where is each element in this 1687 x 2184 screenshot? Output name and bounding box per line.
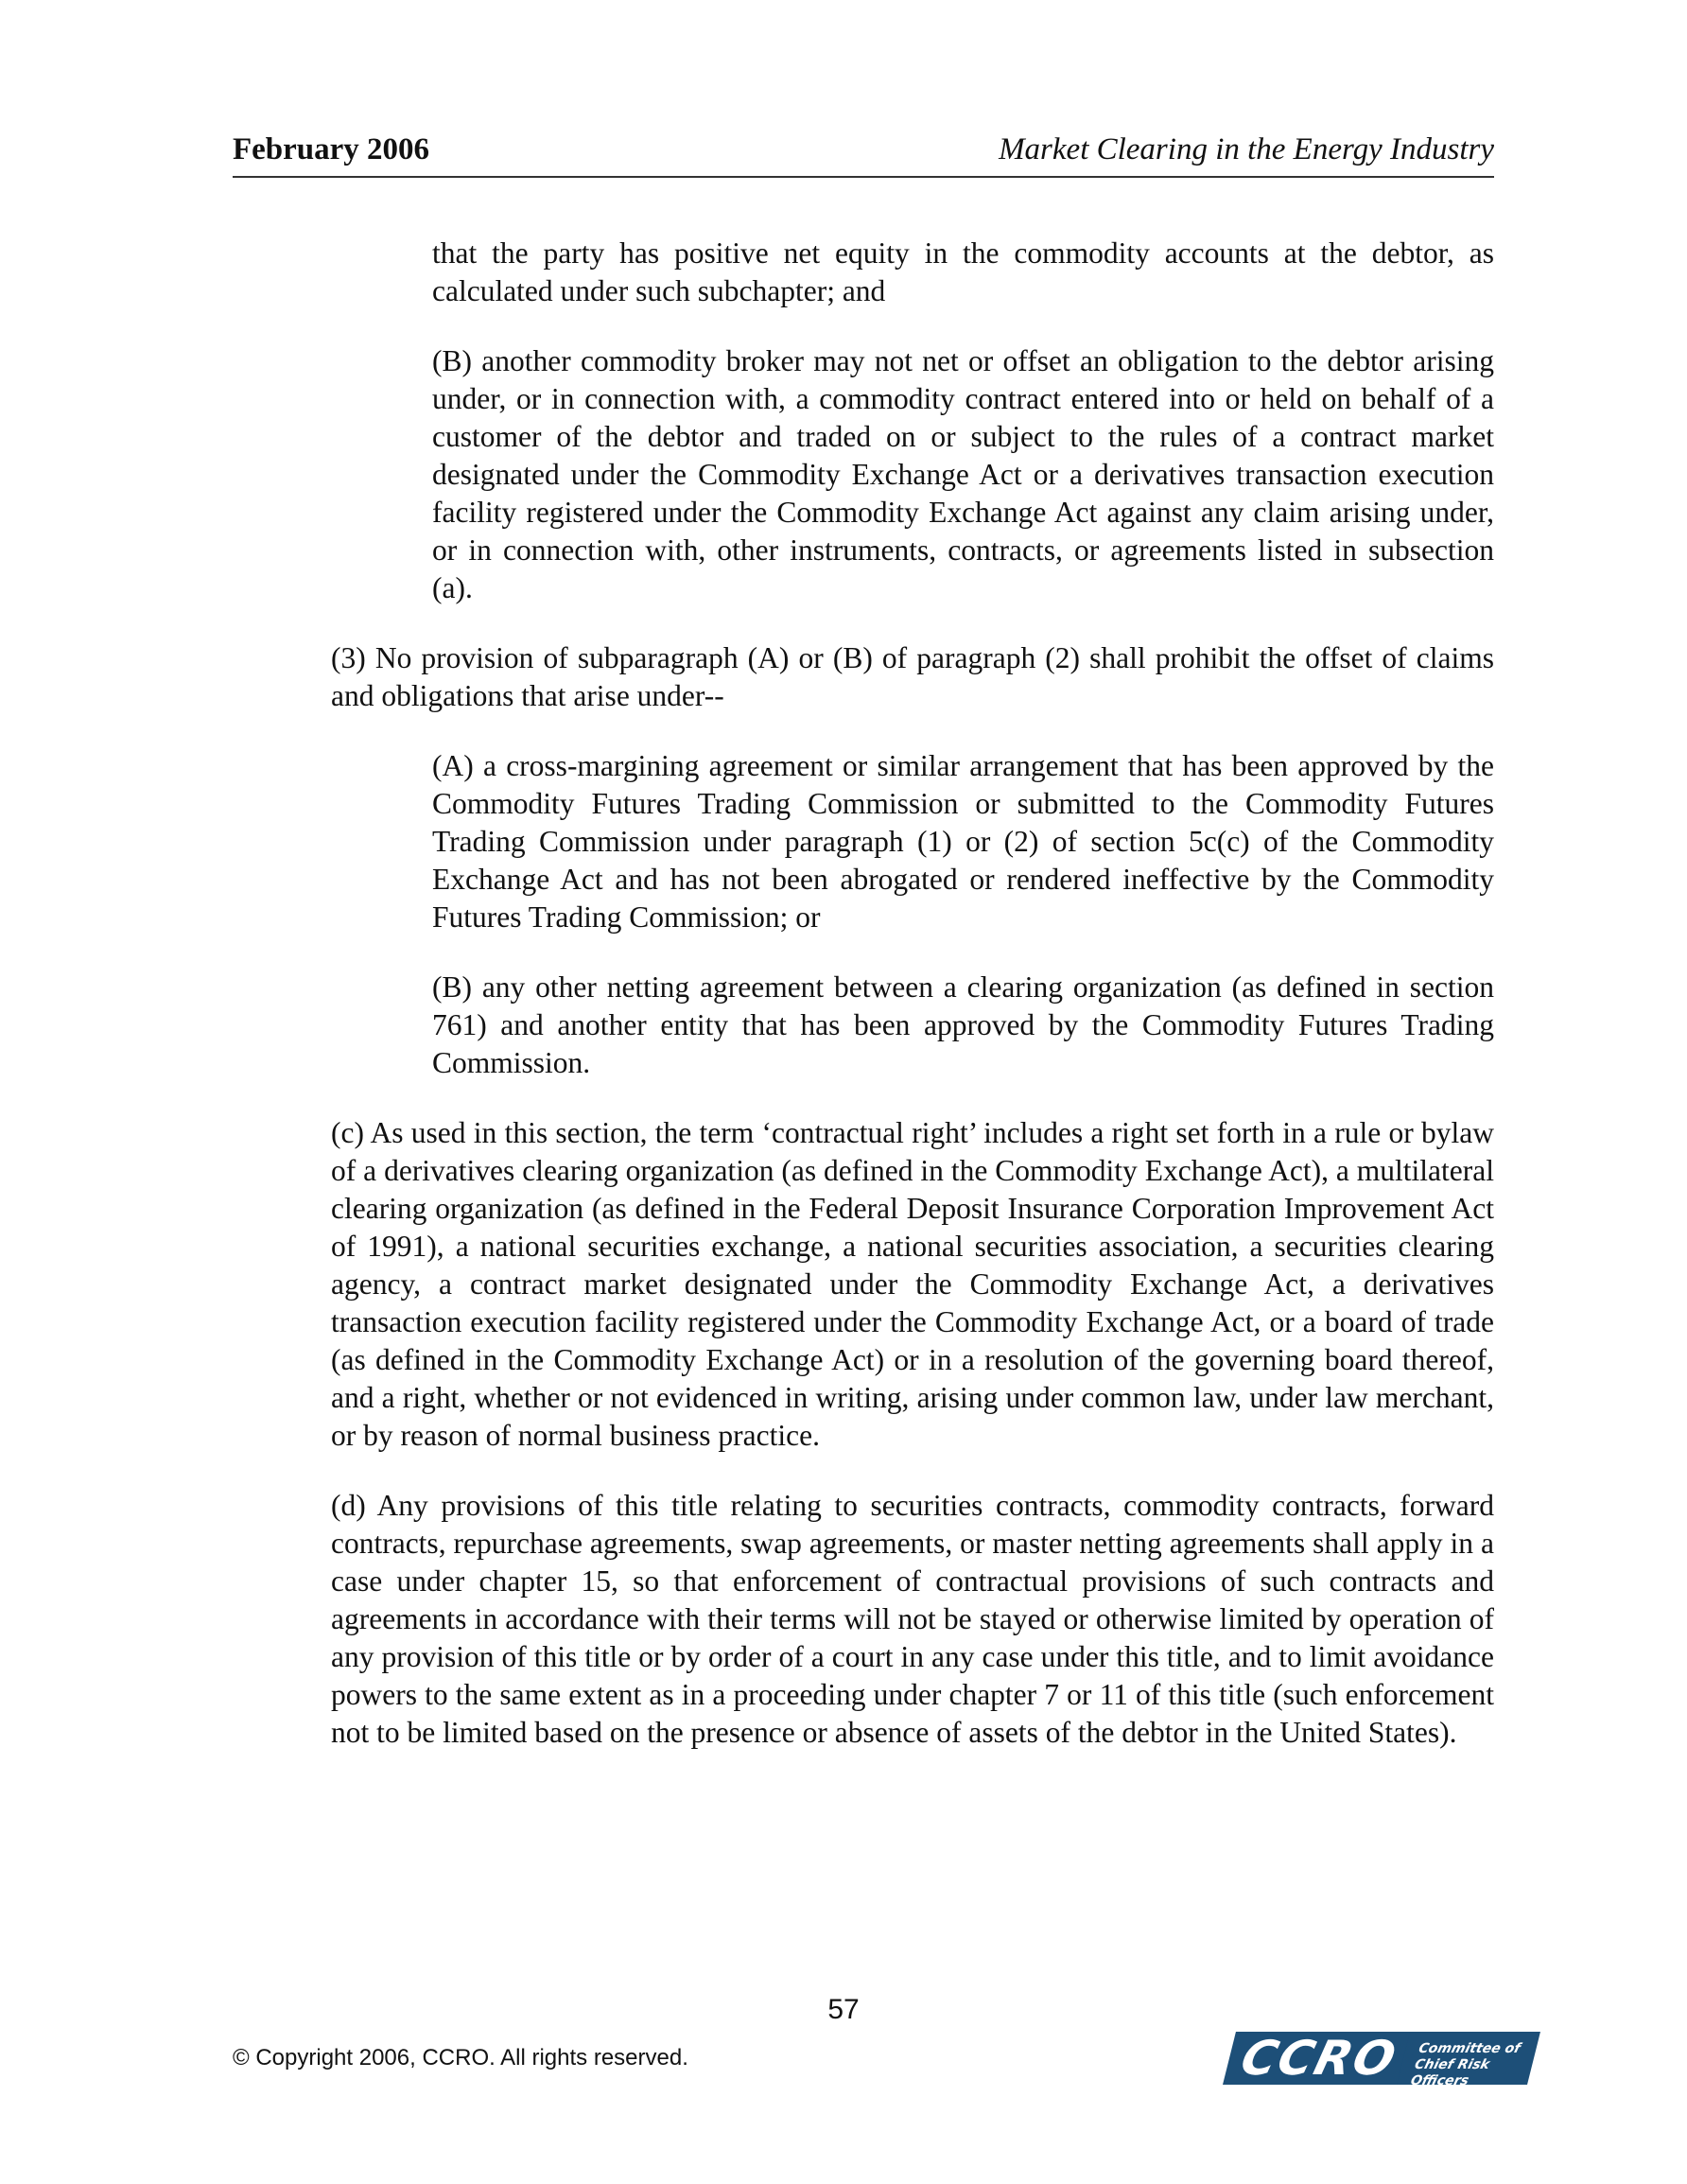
logo-line-1: Committee of [1417,2041,1522,2056]
paragraph-3-a: (A) a cross-margining agreement or similar arrangement that has been approved by the Commodity Futures Trading Commission or submitted to the Commodity Futures Trading Commission under paragraph (1) or (2) of section 5c(c) of the Commodity Exchange Act and has not been abrogated or rendered ineffective by the Commodity Futures Trading Commission; or [432,749,1494,934]
paragraph-3: (3) No provision of subparagraph (A) or (B) of paragraph (2) shall prohibit the offset of claims and obligations that arise under-- [331,641,1494,712]
paragraph-2-b: (B) another commodity broker may not net or offset an obligation to the debtor arising under, or in connection with, a commodity contract entered into or held on behalf of a customer of the debtor and traded on or subject to the rules of a contract market designated under the Commodity Exchange Act or a derivatives transaction execution facility registered under the Commodity Exchange Act against any claim arising under, or in connection with, other instruments, contracts, or agreements listed in subsection (a). [432,344,1494,604]
header-title: Market Clearing in the Energy Industry [999,132,1494,166]
page-header [233,132,1494,178]
logo-mark: CCRO [1223,2032,1416,2085]
logo-line-2: Chief Risk Officers [1409,2057,1491,2088]
header-date: February 2006 [233,132,430,166]
copyright-notice: © Copyright 2006, CCRO. All rights reserved. [233,2045,688,2070]
document-body [331,235,1494,1784]
paragraph-3-b: (B) any other netting agreement between a clearing organization (as defined in section 761) and another entity that has been approved by the Commodity Futures Trading Commission. [432,970,1494,1079]
ccro-logo [1229,2031,1541,2088]
paragraph-c: (c) As used in this section, the term ‘contractual right’ includes a right set forth in a rule or bylaw of a derivatives clearing organization (as defined in the Commodity Exchange Act), a multilateral clearing organization (as defined in the Federal Deposit Insurance Corporation Improvement Act of 1991), a national securities exchange, a national securities association, a securities clearing agency, a contract market designated under the Commodity Exchange Act, a derivatives transaction execution facility registered under the Commodity Exchange Act, or a board of trade (as defined in the Commodity Exchange Act) or in a resolution of the governing board thereof, and a right, whether or not evidenced in writing, arising under common law, under law merchant, or by reason of normal business practice. [331,1116,1494,1452]
paragraph-continuation: that the party has positive net equity in the commodity accounts at the debtor, as calculated under such subchapter; and [432,236,1494,307]
logo-text [1397,2032,1540,2088]
paragraph-d: (d) Any provisions of this title relating to securities contracts, commodity contracts, forward contracts, repurchase agreements, swap agreements, or master netting agreements shall apply in a case under chapter 15, so that enforcement of contractual provisions of such contracts and agreements in accordance with their terms will not be stayed or otherwise limited by operation of any provision of this title or by order of a court in any case under this title, and to limit avoidance powers to the same extent as in a proceeding under chapter 7 or 11 of this title (such enforcement not to be limited based on the presence or absence of assets of the debtor in the United States). [331,1489,1494,1749]
page-number: 57 [827,1994,860,2025]
